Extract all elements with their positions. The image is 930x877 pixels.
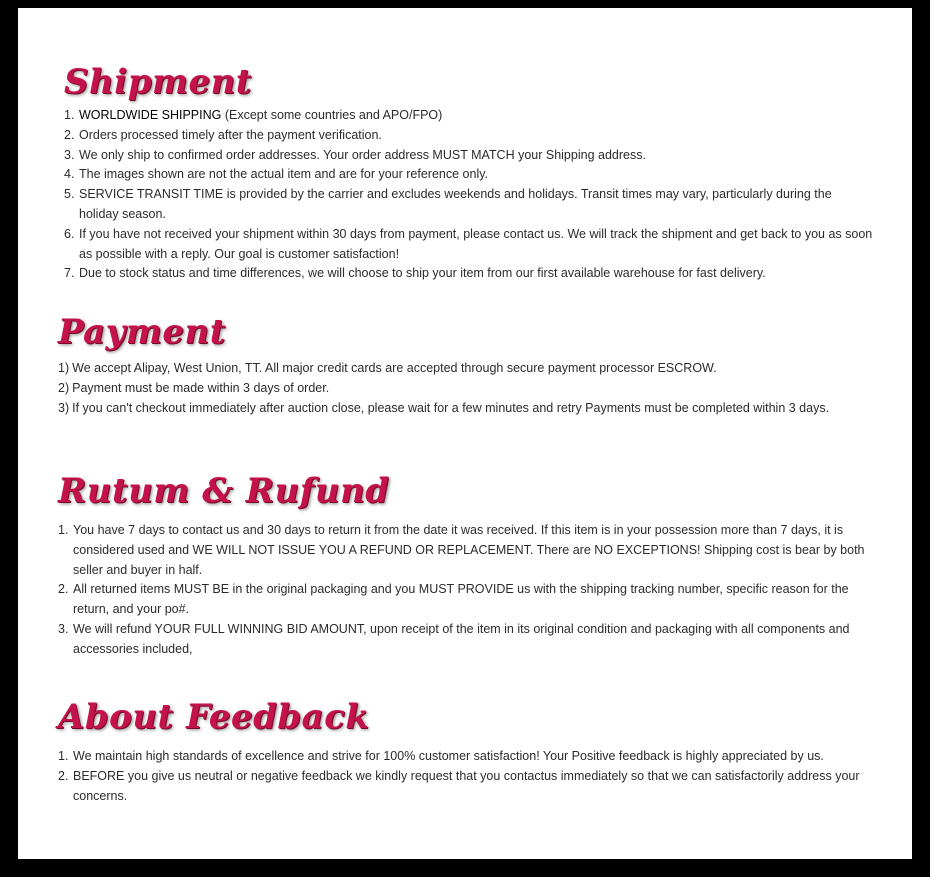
shipment-item	[64, 106, 874, 126]
item-text: Payment must be made within 3 days of order.	[72, 380, 330, 395]
feedback-item	[58, 767, 883, 807]
item-text: If you can't checkout immediately after auction close, please wait for a few minutes and retry Payments must be completed within 3 days.	[72, 400, 830, 415]
shipment-item	[64, 146, 874, 166]
payment-heading: Payment	[58, 312, 226, 352]
return-item	[58, 620, 883, 660]
item-number: 3.	[64, 147, 75, 162]
return-item	[58, 521, 883, 580]
item-text: Due to stock status and time differences, we will choose to ship your item from our first available warehouse for fast delivery.	[79, 266, 766, 281]
item-number: 6.	[64, 226, 75, 241]
shipment-item	[64, 165, 874, 185]
item-text: We maintain high standards of excellence and strive for 100% customer satisfaction! Your Positive feedback is highly appreciated by us.	[73, 749, 824, 763]
item-number: 5.	[64, 187, 75, 202]
item-text: BEFORE you give us neutral or negative feedback we kindly request that you contactus immediately so that we can satisfactorily address your concerns.	[73, 768, 860, 803]
shipment-item	[64, 264, 874, 284]
item-text: The images shown are not the actual item and are for your reference only.	[79, 167, 489, 182]
item-number: 1.	[64, 108, 75, 122]
policy-page	[18, 8, 912, 859]
payment-list	[58, 359, 898, 418]
item-text: (Except some countries and APO/FPO)	[221, 108, 443, 122]
item-number: 1)	[58, 361, 70, 375]
item-number: 3.	[58, 621, 69, 636]
payment-item	[58, 359, 898, 379]
return-item	[58, 580, 883, 620]
item-number: 2.	[58, 582, 69, 597]
item-number: 7.	[64, 266, 75, 281]
item-text: All returned items MUST BE in the original packaging and you MUST PROVIDE us with the shipping tracking number, specific reason for the return, and your po#.	[73, 582, 849, 617]
item-text: If you have not received your shipment within 30 days from payment, please contact us. We will track the shipment and get back to you as soon as possible with a reply. Our goal is customer satisfaction!	[79, 226, 873, 261]
shipment-item	[64, 185, 874, 225]
item-text: We only ship to confirmed order addresses. Your order address MUST MATCH your Shipping address.	[79, 147, 646, 162]
shipment-list	[64, 106, 874, 284]
item-number: 2)	[58, 380, 70, 395]
shipment-heading: Shipment	[64, 62, 252, 102]
shipment-item	[64, 225, 874, 265]
item-number: 4.	[64, 167, 75, 182]
item-number: 2.	[58, 768, 69, 783]
feedback-list	[58, 747, 883, 806]
item-text: SERVICE TRANSIT TIME is provided by the carrier and excludes weekends and holidays. Transit times may vary, particularly during the holiday season.	[79, 187, 832, 221]
return-list	[58, 521, 883, 660]
item-number: 2.	[64, 127, 75, 142]
item-number: 1.	[58, 523, 69, 537]
item-text: Orders processed timely after the payment verification.	[79, 127, 382, 142]
item-text: You have 7 days to contact us and 30 days to return it from the date it was received. If this item is in your possession more than 7 days, it is considered used and WE WILL NOT ISSUE YOU A REFUND OR REPLACEMENT. There are NO EXCEPTIONS! Shipping cost is bear by both seller and buyer in half.	[73, 523, 865, 577]
item-text: We will refund YOUR FULL WINNING BID AMOUNT, upon receipt of the item in its original condition and packaging with all components and accessories included,	[73, 621, 850, 656]
feedback-heading: About Feedback	[58, 697, 370, 737]
return-refund-heading: Rutum & Rufund	[58, 471, 390, 511]
item-text: We accept Alipay, West Union, TT. All major credit cards are accepted through secure payment processor ESCROW.	[72, 361, 717, 375]
payment-item	[58, 379, 898, 399]
item-number: 1.	[58, 749, 69, 763]
shipment-item	[64, 126, 874, 146]
feedback-item	[58, 747, 883, 767]
item-lead: WORLDWIDE SHIPPING	[79, 108, 222, 122]
item-number: 3)	[58, 400, 70, 415]
payment-item	[58, 399, 898, 419]
